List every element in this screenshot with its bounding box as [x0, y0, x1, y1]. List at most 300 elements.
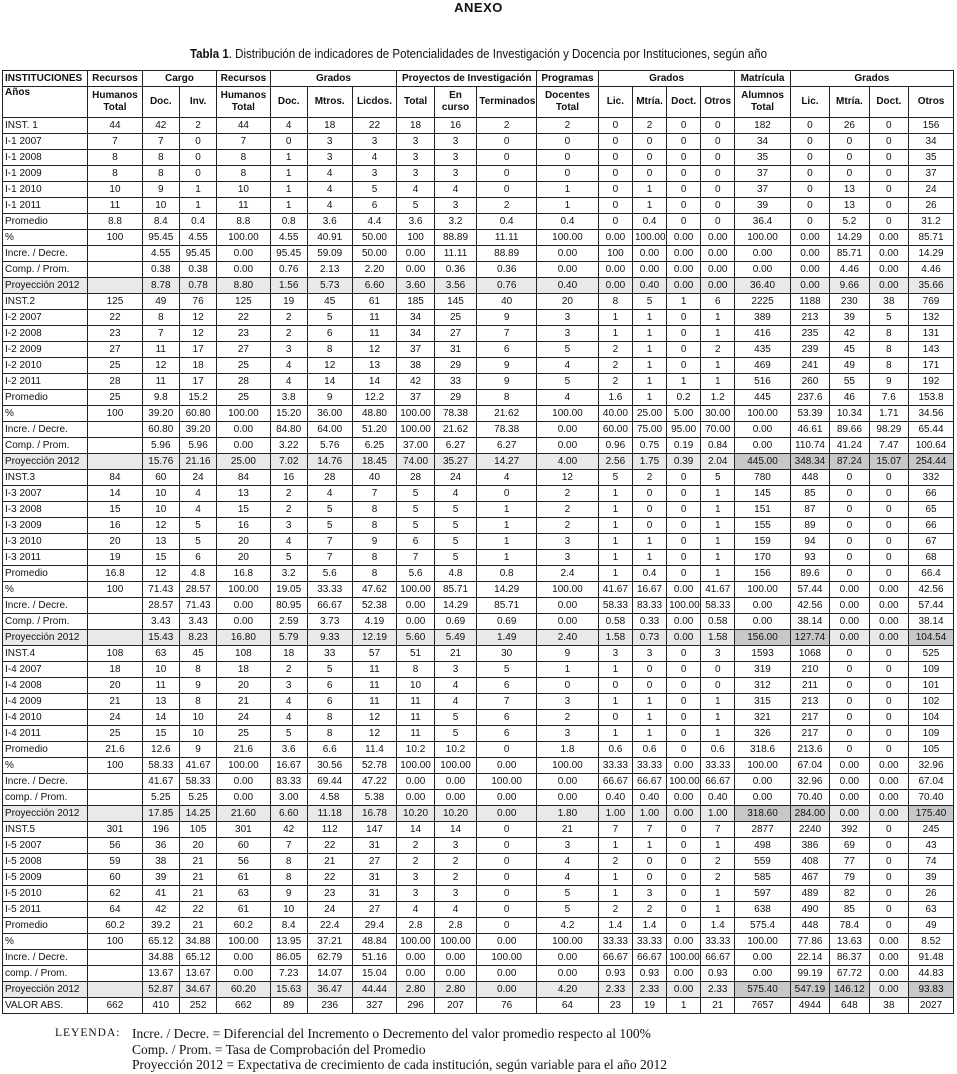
table-cell: 2225	[735, 294, 790, 310]
header-programas: Programas	[537, 71, 599, 87]
table-cell: 100.00	[397, 758, 434, 774]
table-cell: 0.00	[869, 230, 908, 246]
column-header: En curso	[434, 87, 477, 118]
row-label: %	[3, 934, 88, 950]
table-cell: 5.49	[434, 630, 477, 646]
table-cell: 21	[179, 886, 216, 902]
table-cell: 3.6	[270, 742, 307, 758]
table-cell: 24	[909, 182, 954, 198]
table-cell: 0.00	[735, 422, 790, 438]
table-cell: 21	[537, 822, 599, 838]
table-cell: 14	[307, 374, 352, 390]
table-cell: 100.00	[735, 758, 790, 774]
table-cell: 6	[307, 678, 352, 694]
table-cell	[88, 806, 142, 822]
table-cell: 0.00	[537, 790, 599, 806]
table-cell: 143	[909, 342, 954, 358]
table-cell: 110.74	[790, 438, 829, 454]
table-cell: 100	[88, 758, 142, 774]
table-cell: 0	[667, 662, 701, 678]
table-cell: 10	[142, 662, 179, 678]
table-cell: 30.00	[701, 406, 735, 422]
row-label: Proyección 2012	[3, 454, 88, 470]
table-cell: 4.20	[537, 982, 599, 998]
table-cell: 0.00	[701, 278, 735, 294]
table-cell: 0	[667, 310, 701, 326]
table-cell: 5.73	[307, 278, 352, 294]
table-row	[3, 982, 954, 998]
table-cell: 0	[701, 198, 735, 214]
table-cell: 0.40	[632, 790, 666, 806]
table-cell: 0.39	[667, 454, 701, 470]
row-label: Incre. / Decre.	[3, 598, 88, 614]
table-cell: 8	[352, 502, 397, 518]
table-cell: 1	[598, 502, 632, 518]
table-cell: 10	[179, 726, 216, 742]
table-cell: 20	[88, 678, 142, 694]
table-cell: 1	[701, 710, 735, 726]
table-cell: 0.00	[397, 598, 434, 614]
table-cell: 1	[701, 486, 735, 502]
table-cell: 10	[179, 710, 216, 726]
table-cell: 0.00	[217, 950, 270, 966]
table-cell: 1	[632, 550, 666, 566]
table-cell: 100.00	[217, 406, 270, 422]
row-label: Promedio	[3, 918, 88, 934]
table-cell: 66	[909, 486, 954, 502]
table-cell: 0	[869, 726, 908, 742]
table-cell: 7.47	[869, 438, 908, 454]
table-cell: 24	[217, 710, 270, 726]
row-label: I-4 2009	[3, 694, 88, 710]
table-cell: 0.78	[179, 278, 216, 294]
table-cell: 69.44	[307, 774, 352, 790]
table-cell: 4.55	[270, 230, 307, 246]
table-cell: 42	[830, 326, 869, 342]
table-cell: 1.75	[632, 454, 666, 470]
table-cell: 78.4	[830, 918, 869, 934]
table-cell: 0	[598, 166, 632, 182]
table-cell: 95.45	[179, 246, 216, 262]
table-cell: 11	[352, 662, 397, 678]
table-cell: 1.49	[477, 630, 537, 646]
table-cell: 192	[909, 374, 954, 390]
table-cell: 2	[270, 326, 307, 342]
table-cell: 85	[830, 902, 869, 918]
table-row	[3, 486, 954, 502]
table-cell: 21	[88, 694, 142, 710]
table-cell: 125	[88, 294, 142, 310]
table-cell: 27	[352, 902, 397, 918]
table-row	[3, 662, 954, 678]
table-cell: 66.67	[598, 950, 632, 966]
row-label: I-2 2011	[3, 374, 88, 390]
table-cell: 77.86	[790, 934, 829, 950]
table-cell: 29.4	[352, 918, 397, 934]
table-cell: 159	[735, 534, 790, 550]
table-cell: 8	[869, 342, 908, 358]
table-cell: 147	[352, 822, 397, 838]
table-cell: 1	[598, 694, 632, 710]
table-cell: 175.40	[909, 806, 954, 822]
table-cell: 22	[217, 310, 270, 326]
table-cell: 1	[701, 374, 735, 390]
table-cell: 4.55	[179, 230, 216, 246]
table-cell: 27	[434, 326, 477, 342]
table-cell: 0.00	[598, 230, 632, 246]
table-cell: 0.00	[477, 806, 537, 822]
table-cell: 8	[142, 166, 179, 182]
table-cell: 5	[537, 374, 599, 390]
table-cell: 39	[142, 870, 179, 886]
table-cell: 85.71	[477, 598, 537, 614]
table-cell: 14	[434, 822, 477, 838]
table-cell: 445.00	[735, 454, 790, 470]
table-cell: 7	[142, 326, 179, 342]
table-cell: 0.36	[434, 262, 477, 278]
table-cell: 1	[701, 726, 735, 742]
caption-text: . Distribución de indicadores de Potencialidades de Investigación y Docencia por Instituciones, según año	[228, 47, 768, 61]
table-cell: 0.00	[434, 790, 477, 806]
row-label: Incre. / Decre.	[3, 774, 88, 790]
table-cell: 467	[790, 870, 829, 886]
table-cell: 85	[790, 486, 829, 502]
table-cell: 11	[352, 326, 397, 342]
table-cell	[88, 614, 142, 630]
table-cell: 36.40	[735, 278, 790, 294]
table-cell: 21.6	[88, 742, 142, 758]
table-cell: 0	[830, 726, 869, 742]
table-cell: 100.00	[397, 422, 434, 438]
table-cell: 32.96	[909, 758, 954, 774]
table-cell: 3	[270, 678, 307, 694]
table-cell: 41.67	[701, 582, 735, 598]
table-row	[3, 918, 954, 934]
table-cell: 0	[667, 198, 701, 214]
table-cell: 7	[352, 486, 397, 502]
table-cell: 3	[598, 646, 632, 662]
table-cell: 12	[142, 518, 179, 534]
table-cell: 89.66	[830, 422, 869, 438]
table-cell: 5	[397, 486, 434, 502]
row-label: Promedio	[3, 566, 88, 582]
table-cell: 1	[537, 198, 599, 214]
table-cell: 0	[667, 822, 701, 838]
table-cell: 211	[790, 678, 829, 694]
table-cell: 5	[434, 726, 477, 742]
table-cell: 1	[667, 374, 701, 390]
table-cell: 4.2	[537, 918, 599, 934]
table-cell: 132	[909, 310, 954, 326]
table-cell: 31	[434, 342, 477, 358]
table-cell: 100	[598, 246, 632, 262]
table-cell: 28	[217, 374, 270, 390]
table-cell: 1593	[735, 646, 790, 662]
row-label: Comp. / Prom.	[3, 614, 88, 630]
table-cell: 50.00	[352, 230, 397, 246]
table-cell: 2	[701, 342, 735, 358]
table-cell: 0	[477, 854, 537, 870]
header-grados-2: Grados	[598, 71, 734, 87]
table-row	[3, 694, 954, 710]
table-cell: 0.40	[598, 790, 632, 806]
table-cell: 4	[352, 150, 397, 166]
table-row	[3, 966, 954, 982]
table-cell: 42.56	[790, 598, 829, 614]
table-cell: 585	[735, 870, 790, 886]
table-cell: 3	[307, 150, 352, 166]
table-cell: 0	[667, 118, 701, 134]
table-cell: 0.00	[217, 598, 270, 614]
table-cell: 18	[179, 358, 216, 374]
table-cell: 210	[790, 662, 829, 678]
table-cell: 45	[307, 294, 352, 310]
table-cell: 51	[397, 646, 434, 662]
table-cell: 312	[735, 678, 790, 694]
table-cell: 0.58	[701, 614, 735, 630]
table-cell: 9.33	[307, 630, 352, 646]
table-cell: 100	[88, 230, 142, 246]
table-cell: 53.39	[790, 406, 829, 422]
table-cell: 11	[352, 694, 397, 710]
column-header: Total	[397, 87, 434, 118]
table-cell: 1	[632, 694, 666, 710]
table-cell: 29	[434, 358, 477, 374]
table-row	[3, 134, 954, 150]
table-cell: 0	[790, 118, 829, 134]
column-header: Humanos Total	[88, 87, 142, 118]
table-cell: 0.00	[830, 630, 869, 646]
table-cell: 127.74	[790, 630, 829, 646]
table-cell: 0.00	[869, 246, 908, 262]
table-cell: 0.00	[667, 614, 701, 630]
table-cell: 0	[869, 822, 908, 838]
table-cell: 84	[88, 470, 142, 486]
table-cell: 21	[701, 998, 735, 1014]
table-cell: 2.8	[397, 918, 434, 934]
table-cell: 22.4	[307, 918, 352, 934]
table-cell: 1	[632, 390, 666, 406]
table-cell: 63	[142, 646, 179, 662]
table-cell: 74.00	[397, 454, 434, 470]
table-cell: 10	[142, 198, 179, 214]
table-cell: 1	[632, 710, 666, 726]
table-cell: 6.27	[434, 438, 477, 454]
table-row	[3, 934, 954, 950]
table-row	[3, 822, 954, 838]
table-cell: 39	[830, 310, 869, 326]
table-cell: 2	[537, 710, 599, 726]
table-cell: 0.4	[632, 566, 666, 582]
table-cell: 0.00	[632, 246, 666, 262]
table-cell: 15	[217, 502, 270, 518]
table-cell: 2	[537, 518, 599, 534]
caption-label: Tabla 1	[189, 47, 229, 61]
table-cell: 64.00	[307, 422, 352, 438]
table-cell: 1.00	[632, 806, 666, 822]
table-cell: 0.00	[667, 966, 701, 982]
table-cell: 104	[909, 710, 954, 726]
table-cell: 0	[667, 646, 701, 662]
table-row	[3, 166, 954, 182]
table-cell: 8	[477, 390, 537, 406]
table-row	[3, 534, 954, 550]
table-cell: 4	[434, 678, 477, 694]
table-cell: 7	[701, 822, 735, 838]
table-cell: 0.00	[790, 230, 829, 246]
table-cell: 0	[598, 214, 632, 230]
table-cell: 3	[352, 166, 397, 182]
row-label: I-5 2011	[3, 902, 88, 918]
table-cell: 9	[537, 646, 599, 662]
table-cell: 20	[217, 678, 270, 694]
table-cell: 0	[830, 502, 869, 518]
table-cell: 301	[217, 822, 270, 838]
table-cell: 11	[397, 694, 434, 710]
table-cell: 84.80	[270, 422, 307, 438]
table-cell: 6	[307, 326, 352, 342]
table-cell: 13.63	[830, 934, 869, 950]
table-cell: 16.8	[88, 566, 142, 582]
table-cell	[88, 454, 142, 470]
table-cell: 11	[352, 310, 397, 326]
table-cell: 21	[179, 870, 216, 886]
table-cell: 0.00	[667, 934, 701, 950]
table-cell: 8	[142, 310, 179, 326]
table-cell: 0.38	[179, 262, 216, 278]
table-cell: 7	[632, 822, 666, 838]
table-cell: 0	[790, 182, 829, 198]
table-cell: 0	[632, 662, 666, 678]
table-cell: 7	[88, 134, 142, 150]
table-cell: 16.67	[632, 582, 666, 598]
table-cell: 40.91	[307, 230, 352, 246]
table-cell: 0	[632, 150, 666, 166]
table-row	[3, 374, 954, 390]
table-cell: 57.44	[909, 598, 954, 614]
table-cell: 0	[790, 214, 829, 230]
table-cell: 18	[397, 118, 434, 134]
table-cell: 21	[179, 854, 216, 870]
table-cell: 1	[537, 182, 599, 198]
table-row	[3, 198, 954, 214]
table-cell: 5	[477, 662, 537, 678]
table-cell: 58.33	[179, 774, 216, 790]
table-cell: 0	[869, 550, 908, 566]
table-cell: 0.00	[477, 758, 537, 774]
table-cell: 5.76	[307, 438, 352, 454]
table-cell: 0.00	[537, 438, 599, 454]
table-cell: 0.00	[790, 246, 829, 262]
table-cell: 8	[869, 358, 908, 374]
table-cell: 23	[598, 998, 632, 1014]
table-cell: 6	[179, 550, 216, 566]
table-cell: 66.4	[909, 566, 954, 582]
table-cell: 0.00	[869, 950, 908, 966]
table-cell: 3	[397, 150, 434, 166]
table-cell: 4	[477, 470, 537, 486]
table-cell: 48.80	[352, 406, 397, 422]
table-cell: 4	[434, 902, 477, 918]
table-cell: 0.00	[217, 246, 270, 262]
table-cell: 0.19	[667, 438, 701, 454]
table-cell: 78.38	[477, 422, 537, 438]
table-cell: 5	[307, 310, 352, 326]
table-cell: 408	[790, 854, 829, 870]
table-cell: 3	[632, 646, 666, 662]
table-cell: 0	[830, 694, 869, 710]
table-cell: 16	[217, 518, 270, 534]
table-cell: 0.00	[830, 790, 869, 806]
table-cell: 3	[434, 166, 477, 182]
table-cell: 6	[352, 198, 397, 214]
table-cell: 88.89	[434, 230, 477, 246]
table-cell: 2.04	[701, 454, 735, 470]
table-cell: 6	[477, 710, 537, 726]
table-cell: 0	[830, 470, 869, 486]
table-cell: 0	[790, 134, 829, 150]
table-cell: 56	[88, 838, 142, 854]
table-cell: 3.22	[270, 438, 307, 454]
table-cell: 235	[790, 326, 829, 342]
table-cell: 87	[790, 502, 829, 518]
table-cell: 25	[88, 390, 142, 406]
table-cell: 7.23	[270, 966, 307, 982]
table-cell: 0.00	[537, 262, 599, 278]
table-cell: 0.00	[397, 966, 434, 982]
table-cell: 0.00	[217, 438, 270, 454]
table-cell: 17	[179, 342, 216, 358]
table-cell: 0	[830, 486, 869, 502]
table-cell: 0	[830, 134, 869, 150]
table-cell: 15.43	[142, 630, 179, 646]
table-cell: 170	[735, 550, 790, 566]
table-cell: 1	[270, 182, 307, 198]
table-cell: 0	[830, 742, 869, 758]
table-cell: 38	[869, 294, 908, 310]
table-row	[3, 598, 954, 614]
table-cell: 0.00	[869, 806, 908, 822]
table-cell: 2	[397, 838, 434, 854]
table-cell: 100.00	[537, 582, 599, 598]
table-cell: 101	[909, 678, 954, 694]
table-cell: 0.00	[434, 774, 477, 790]
table-cell: 1.58	[598, 630, 632, 646]
table-cell: 8.23	[179, 630, 216, 646]
table-cell: 327	[352, 998, 397, 1014]
table-cell: 156	[735, 566, 790, 582]
table-cell: 11	[397, 726, 434, 742]
table-cell: 0.00	[217, 614, 270, 630]
table-cell: 52.38	[352, 598, 397, 614]
table-cell: 7657	[735, 998, 790, 1014]
table-cell: 9	[477, 310, 537, 326]
table-cell: 3	[537, 726, 599, 742]
table-cell: 0	[790, 198, 829, 214]
row-label: I-4 2010	[3, 710, 88, 726]
table-cell: 0.00	[537, 774, 599, 790]
table-cell: 50.00	[352, 246, 397, 262]
table-cell: 64	[88, 902, 142, 918]
column-header: Años	[3, 87, 88, 118]
table-cell: 4.55	[142, 246, 179, 262]
table-cell	[88, 982, 142, 998]
table-cell: 153.8	[909, 390, 954, 406]
table-cell	[88, 966, 142, 982]
table-cell: 0.69	[434, 614, 477, 630]
table-cell: 100.00	[735, 230, 790, 246]
table-cell: 76	[179, 294, 216, 310]
